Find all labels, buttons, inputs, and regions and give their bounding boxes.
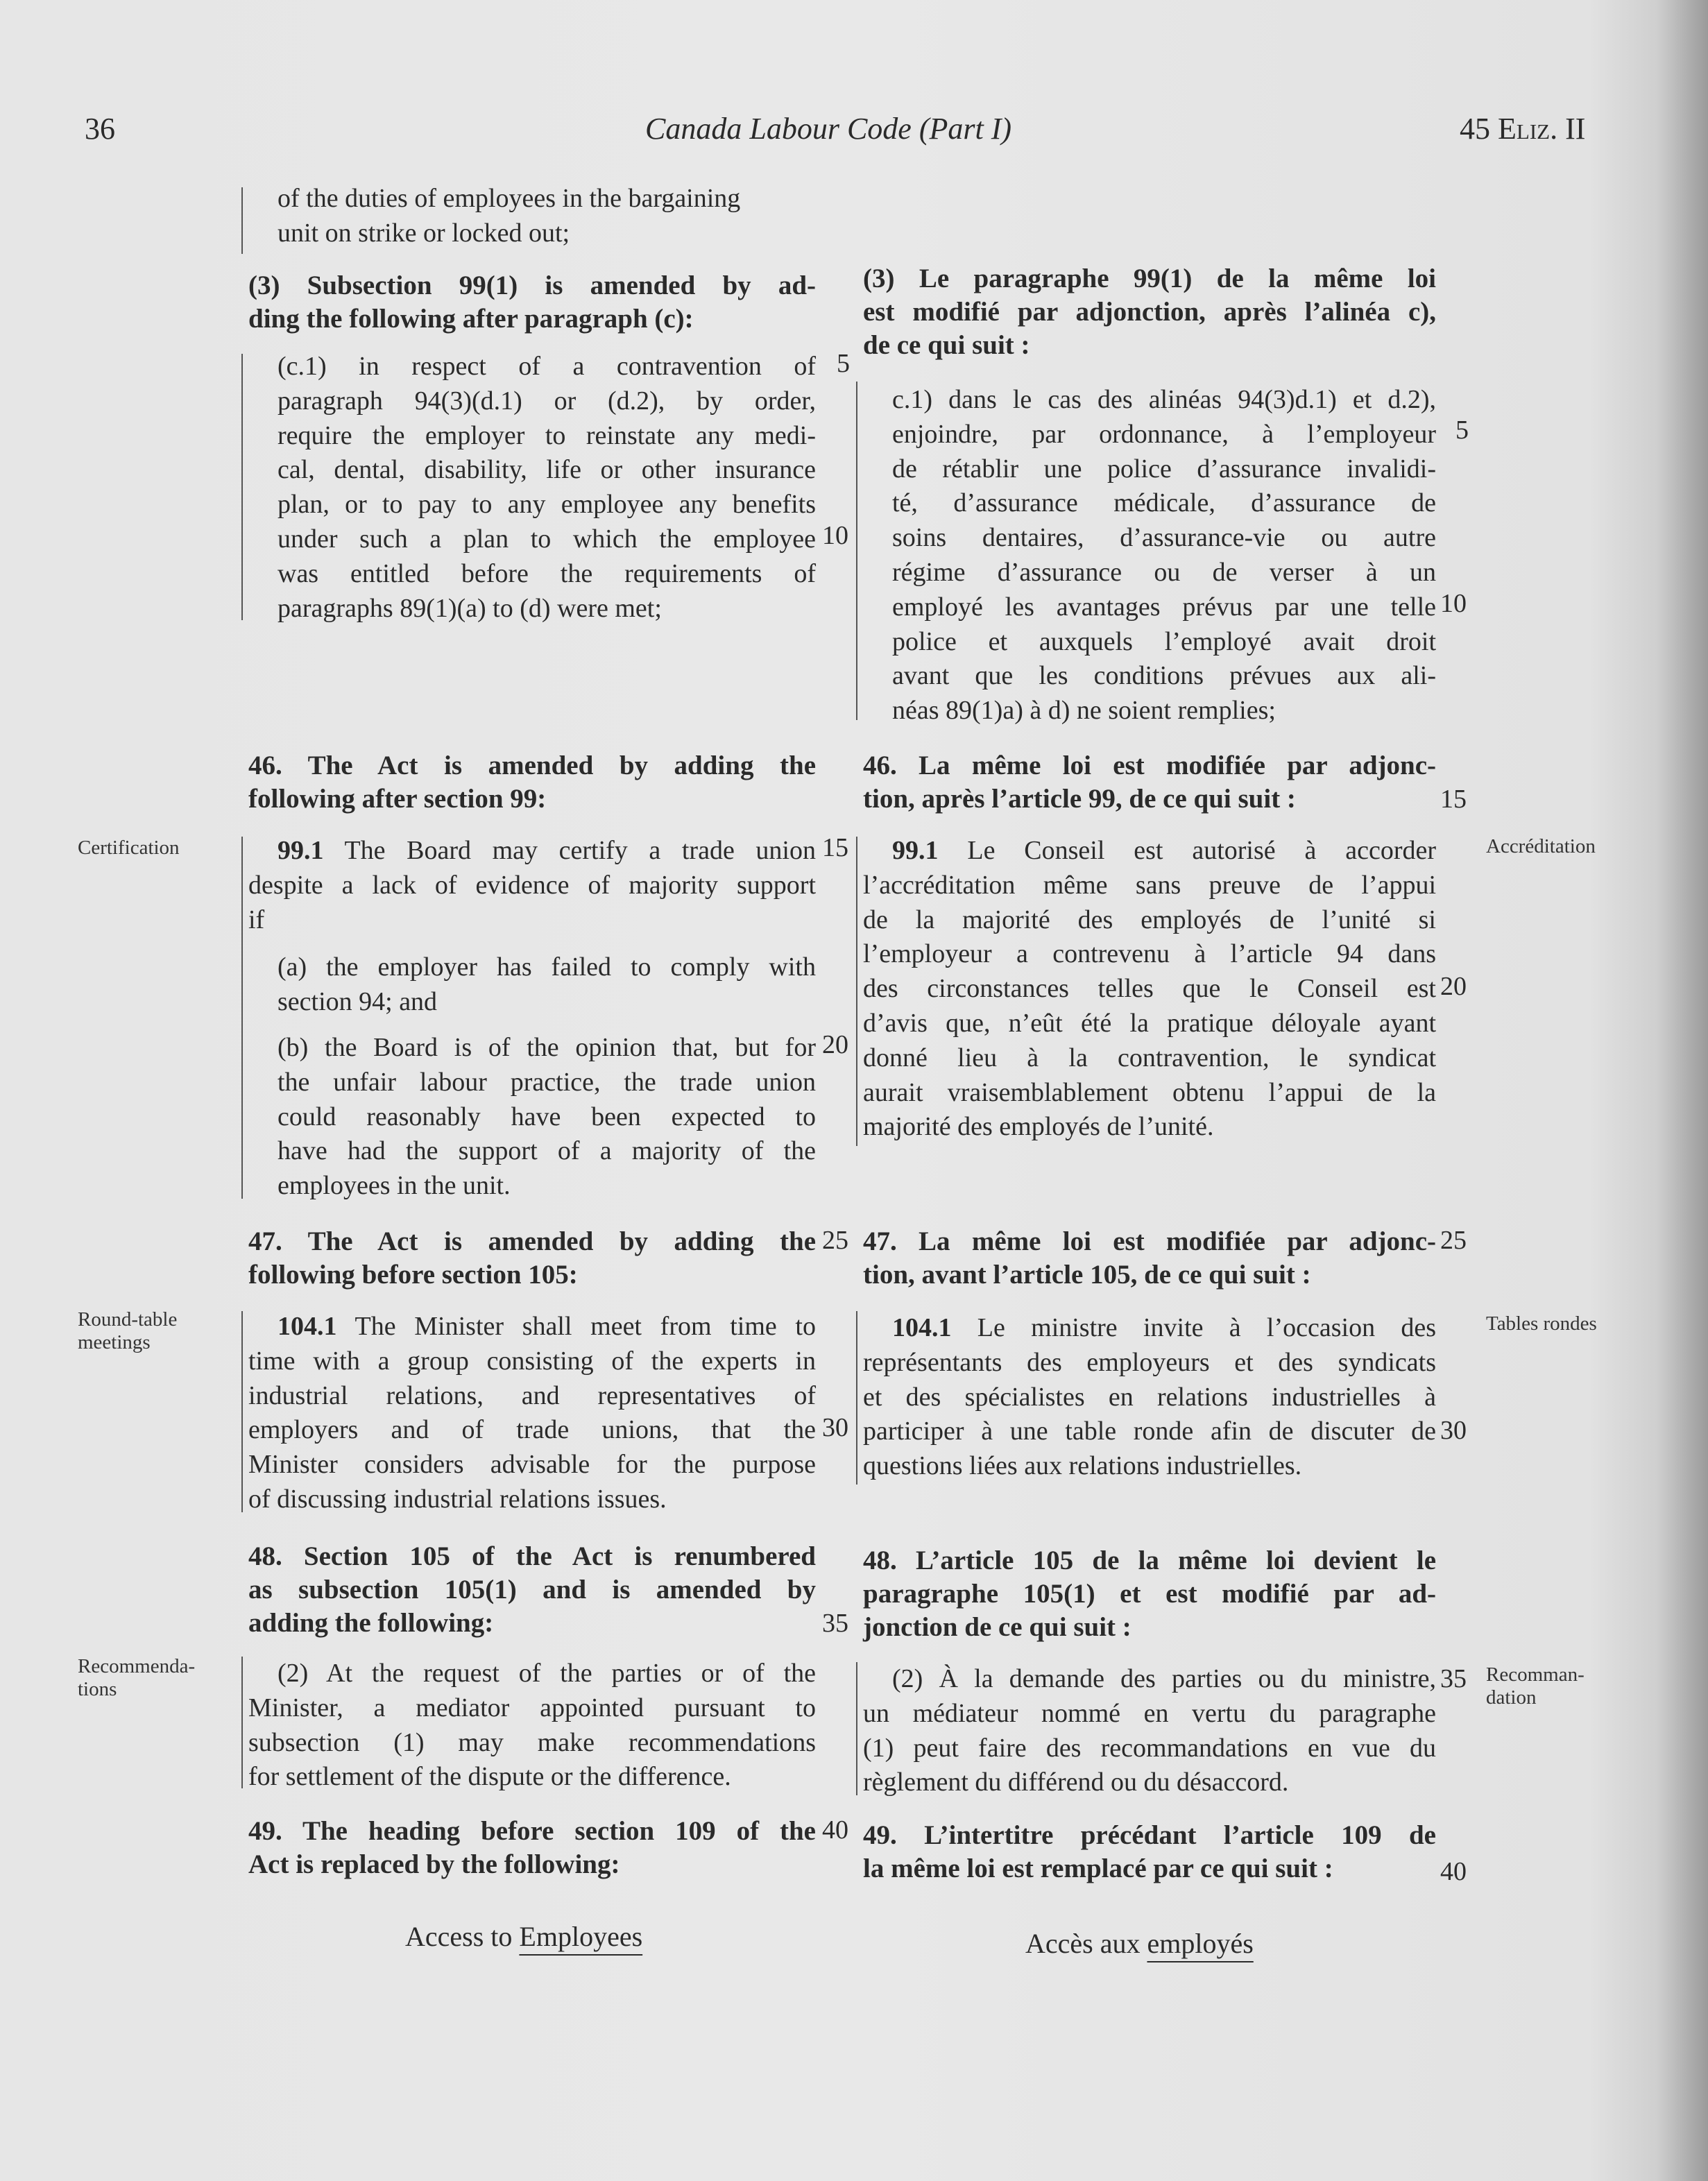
line-number: 20	[1440, 972, 1467, 1001]
page-number: 36	[85, 112, 115, 146]
fr-99-1-line: Le Conseil est autorisé à accorder	[967, 836, 1436, 865]
s48-en-text: (2) At the request of the parties or of the Minister, a mediator appointed pursuant to subsection (1) may make recommendations for settlement of the dispute or the difference.	[248, 1659, 816, 1792]
heading-access-to-employees: Access to Employees	[405, 1921, 643, 1952]
line-number: 35	[822, 1609, 848, 1638]
s46-en-para-a: (a) the employer has failed to comply with section 94; and	[277, 952, 816, 1016]
line-number: 10	[1440, 589, 1467, 618]
amendment-bar	[856, 1311, 857, 1485]
line-number: 20	[822, 1030, 848, 1059]
s49-en-heading: 49. The heading before section 109 of the Act is replaced by the following:	[248, 1816, 816, 1879]
margin-note-recommendations: Recommenda- tions	[78, 1655, 196, 1700]
s47-fr-text: 104.1 Le ministre invite à l’occasion des représentants des employeurs et des syndicats et des spécialistes en relations industrielles à participer à une table ronde afin de discuter de questions liées aux relations industrielles.	[863, 1313, 1436, 1481]
running-title: Canada Labour Code (Part I)	[645, 112, 1011, 146]
amendment-bar	[241, 354, 243, 620]
line-number: 40	[1440, 1857, 1467, 1886]
amendment-bar	[856, 837, 857, 1146]
margin-note-certification: Certification	[78, 837, 180, 859]
s3-fr-heading: (3) Le paragraphe 99(1) de la même loi est modifié par adjonction, après l’alinéa c), de ce qui suit :	[863, 264, 1436, 360]
amendment-bar	[856, 1662, 857, 1795]
s3-en-heading: (3) Subsection 99(1) is amended by ad- ding the following after paragraph (c):	[248, 271, 816, 334]
margin-note-tables-rondes: Tables rondes	[1486, 1312, 1597, 1335]
margin-note-accreditation: Accréditation	[1486, 835, 1596, 857]
amendment-bar	[856, 382, 857, 720]
s46-fr-heading: 46. La même loi est modifiée par adjonc- tion, après l’article 99, de ce qui suit :	[863, 751, 1436, 814]
line-number: 5	[1455, 416, 1469, 445]
s49-fr-heading: 49. L’intertitre précédant l’article 109 de la même loi est remplacé par ce qui suit :	[863, 1820, 1436, 1883]
s48-en-heading: 48. Section 105 of the Act is renumbered as subsection 105(1) and is amended by adding the following:	[248, 1541, 816, 1638]
amendment-bar	[241, 1311, 243, 1512]
line-number: 30	[822, 1413, 848, 1442]
s47-en-heading: 47. The Act is amended by adding the following before section 105:	[248, 1226, 816, 1290]
s46-en-heading: 46. The Act is amended by adding the following after section 99:	[248, 751, 816, 814]
en-99-1-line: The Board may certify a trade union	[344, 836, 816, 865]
amendment-bar	[241, 187, 243, 254]
s48-fr-heading: 48. L’article 105 de la même loi devient le paragraphe 105(1) et est modifié par ad- jonction de ce qui suit :	[863, 1546, 1436, 1642]
line-number: 10	[822, 521, 848, 550]
carryover-text: of the duties of employees in the bargaining unit on strike or locked out;	[277, 184, 741, 248]
line-number: 40	[822, 1815, 848, 1845]
line-number: 25	[822, 1226, 848, 1255]
line-number: 5	[837, 349, 850, 378]
line-number: 15	[822, 833, 848, 862]
fr-104-1-line: Le ministre invite à l’occasion des	[977, 1313, 1436, 1342]
en-104-1-line: The Minister shall meet from time to	[355, 1312, 816, 1341]
s48-fr-text: (2) À la demande des parties ou du ministre, un médiateur nommé en vertu du paragraphe (1) peut faire des recommandations en vue du règlement du différend ou du désaccord.	[863, 1664, 1436, 1797]
s46-en-text: 99.1 The Board may certify a trade union despite a lack of evidence of majority support if	[248, 836, 816, 934]
heading-acces-aux-employes: Accès aux employés	[1025, 1928, 1254, 1959]
regnal-year: 45 Eliz. II	[1460, 112, 1586, 146]
amendment-bar	[241, 837, 243, 1199]
amendment-bar	[241, 1657, 243, 1788]
s3-en-text: (c.1) in respect of a contravention of paragraph 94(3)(d.1) or (d.2), by order, require the employer to reinstate any medi- cal, dental, disability, life or other insurance plan, or to pay to any employee any benefits under such a plan to which the employee was entitled before the requirements of paragraphs 89(1)(a) to (d) were met;	[277, 352, 816, 623]
line-number: 15	[1440, 785, 1467, 814]
margin-note-round-table: Round-table meetings	[78, 1308, 178, 1353]
s46-en-para-b: (b) the Board is of the opinion that, but for the unfair labour practice, the trade union could reasonably have been expected to have had the support of a majority of the employees in the unit.	[277, 1033, 816, 1201]
line-number: 25	[1440, 1226, 1467, 1255]
s3-fr-text: c.1) dans le cas des alinéas 94(3)d.1) et d.2), enjoindre, par ordonnance, à l’employeur de rétablir une police d’assurance invalidi- té, d’assurance médicale, d’assurance de soins dentaires, d’assurance-vie ou autre régime d’assurance ou de verser à un employé les avantages prévus par une telle police et auxquels l’employé avait droit avant que les conditions prévues aux ali- néas 89(1)a) à d) ne soient remplies;	[892, 385, 1436, 726]
s46-fr-text: 99.1 Le Conseil est autorisé à accorder l’accréditation même sans preuve de l’appui de la majorité des employés de l’unité si l’employeur a contrevenu à l’article 94 dans des circonstances telles que le Conseil est d’avis que, n’eût été la pratique déloyale ayant donné lieu à la contravention, le syndicat aurait vraisemblablement obtenu l’appui de la majorité des employés de l’unité.	[863, 836, 1436, 1142]
s47-fr-heading: 47. La même loi est modifiée par adjonc- tion, avant l’article 105, de ce qui suit :	[863, 1226, 1436, 1290]
margin-note-recommandation: Recomman- dation	[1486, 1663, 1585, 1709]
line-number: 30	[1440, 1416, 1467, 1445]
s47-en-text: 104.1 The Minister shall meet from time to time with a group consisting of the experts in industrial relations, and representatives of employers and of trade unions, that the Minister considers advisable for the purpose of discussing industrial relations issues.	[248, 1312, 816, 1514]
line-number: 35	[1440, 1664, 1467, 1693]
